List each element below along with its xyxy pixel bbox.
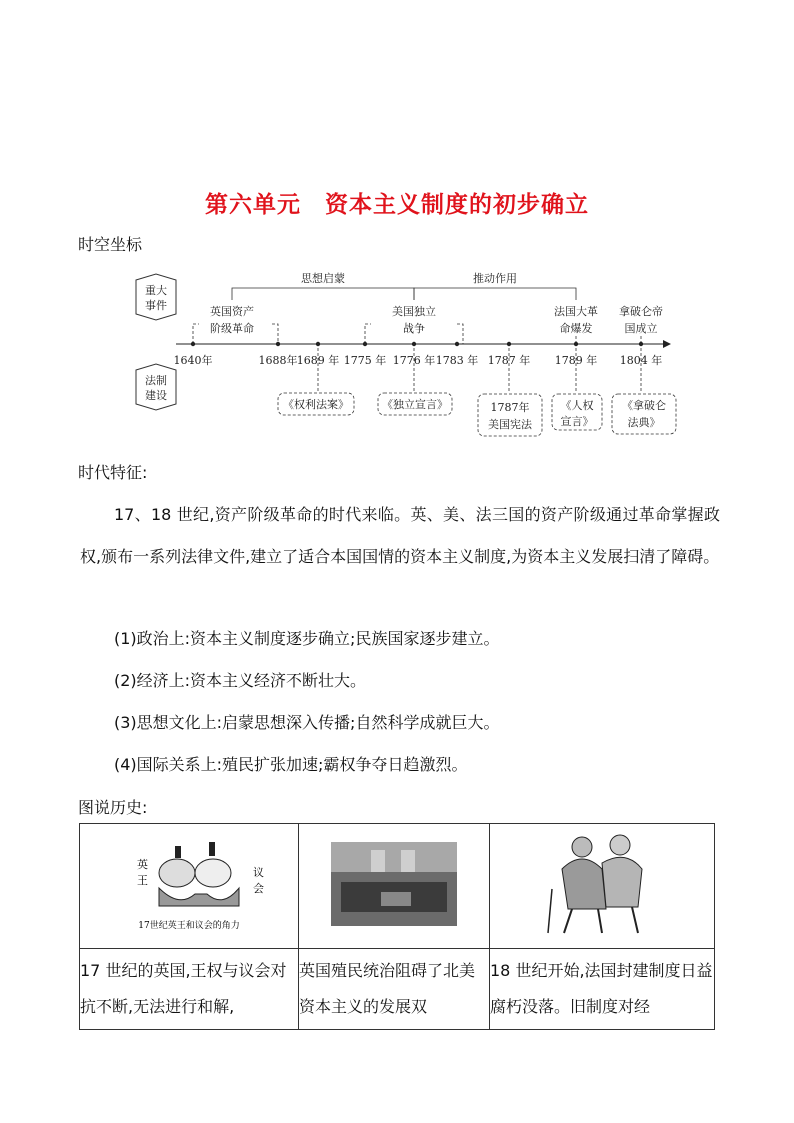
cartoon-right-1: 议 bbox=[253, 866, 264, 879]
year-dot bbox=[412, 342, 416, 346]
year-label: 1783 年 bbox=[435, 354, 479, 367]
feature-item-economic: (2)经济上:资本主义经济不断壮大。 bbox=[114, 671, 367, 690]
page-title: 第六单元 资本主义制度的初步确立 bbox=[205, 192, 589, 218]
law-us-constitution-1: 1787年 bbox=[490, 401, 530, 414]
feature-item-political: (1)政治上:资本主义制度逐步确立;民族国家逐步建立。 bbox=[114, 629, 500, 648]
year-dot bbox=[276, 342, 280, 346]
law-bill-of-rights: 《权利法案》 bbox=[283, 398, 349, 411]
event-label-usa-2: 战争 bbox=[403, 322, 425, 335]
axis-arrow bbox=[663, 340, 671, 348]
text-cell-england: 17 世纪的英国,王权与议会对抗不断,无法进行和解, bbox=[80, 949, 299, 1030]
law-rights-of-man-1: 《人权 bbox=[560, 399, 594, 412]
law-napoleonic-code-1: 《拿破仑 bbox=[622, 399, 666, 412]
push-label: 推动作用 bbox=[473, 272, 517, 285]
illustration-heading: 图说历史: bbox=[78, 798, 148, 817]
law-us-constitution-2: 美国宪法 bbox=[488, 418, 532, 431]
year-label: 1804 年 bbox=[619, 354, 663, 367]
year-dot bbox=[507, 342, 511, 346]
text-cell-france: 18 世纪开始,法国封建制度日益腐朽没落。旧制度对经 bbox=[490, 949, 715, 1030]
year-dot bbox=[363, 342, 367, 346]
year-label: 1787 年 bbox=[487, 354, 531, 367]
laws-box-line1: 法制 bbox=[145, 374, 167, 387]
events-box bbox=[136, 274, 176, 320]
event-label-napoleon: 拿破仑帝 bbox=[619, 305, 663, 318]
event-label-france: 法国大革 bbox=[554, 305, 598, 318]
event-label-england-2: 阶级革命 bbox=[210, 322, 254, 335]
cartoon-right-2: 会 bbox=[253, 882, 264, 895]
events-box-line2: 事件 bbox=[145, 299, 167, 312]
event-label-napoleon-2: 国成立 bbox=[624, 322, 658, 335]
law-declaration-independence: 《独立宣言》 bbox=[382, 398, 448, 411]
cartoon-cell bbox=[80, 824, 299, 949]
text-cell-america: 英国殖民统治阻碍了北美资本主义的发展双 bbox=[299, 949, 490, 1030]
year-label: 1789 年 bbox=[554, 354, 598, 367]
events-box-line1: 重大 bbox=[145, 284, 167, 297]
law-napoleonic-code-2: 法典》 bbox=[627, 416, 661, 429]
timeline-heading: 时空坐标 bbox=[78, 235, 143, 254]
laws-box-line2: 建设 bbox=[145, 389, 167, 402]
year-label: 1640年 bbox=[173, 354, 213, 367]
push-bracket bbox=[414, 288, 576, 300]
third-estate-cartoon bbox=[542, 829, 662, 939]
cartoon-left-2: 王 bbox=[137, 874, 148, 887]
cartoon-caption: 17世纪英王和议会的角力 bbox=[138, 921, 240, 931]
enlightenment-label: 思想启蒙 bbox=[301, 272, 345, 285]
french-cartoon-cell bbox=[490, 824, 715, 949]
event-label-usa: 美国独立 bbox=[392, 305, 436, 318]
declaration-painting bbox=[331, 842, 457, 926]
illustration-table bbox=[79, 823, 715, 1030]
law-rights-of-man-2: 宣言》 bbox=[560, 415, 594, 428]
year-dot bbox=[191, 342, 195, 346]
year-label: 1776 年 bbox=[392, 354, 436, 367]
year-label: 1775 年 bbox=[343, 354, 387, 367]
year-dot bbox=[316, 342, 320, 346]
feature-item-culture: (3)思想文化上:启蒙思想深入传播;自然科学成就巨大。 bbox=[114, 713, 500, 732]
year-label: 1689 年 bbox=[296, 354, 340, 367]
year-dot bbox=[574, 342, 578, 346]
cartoon-left-1: 英 bbox=[137, 858, 148, 871]
year-label: 1688年 bbox=[258, 354, 298, 367]
enlightenment-bracket bbox=[232, 288, 414, 300]
event-label-england: 英国资产 bbox=[210, 305, 254, 318]
feature-item-international: (4)国际关系上:殖民扩张加速;霸权争夺日趋激烈。 bbox=[114, 755, 468, 774]
king-parliament-cartoon bbox=[89, 828, 289, 940]
year-dot bbox=[455, 342, 459, 346]
features-heading: 时代特征: bbox=[78, 463, 148, 482]
year-dot bbox=[639, 342, 643, 346]
event-label-france-2: 命爆发 bbox=[559, 322, 593, 335]
timeline-diagram bbox=[108, 262, 698, 442]
painting-cell bbox=[299, 824, 490, 949]
laws-box bbox=[136, 364, 176, 410]
features-intro: 17、18 世纪,资产阶级革命的时代来临。英、美、法三国的资产阶级通过革命掌握政权,颁布一系列法律文件,建立了适合本国国情的资本主义制度,为资本主义发展扫清了障碍。 bbox=[80, 505, 720, 566]
